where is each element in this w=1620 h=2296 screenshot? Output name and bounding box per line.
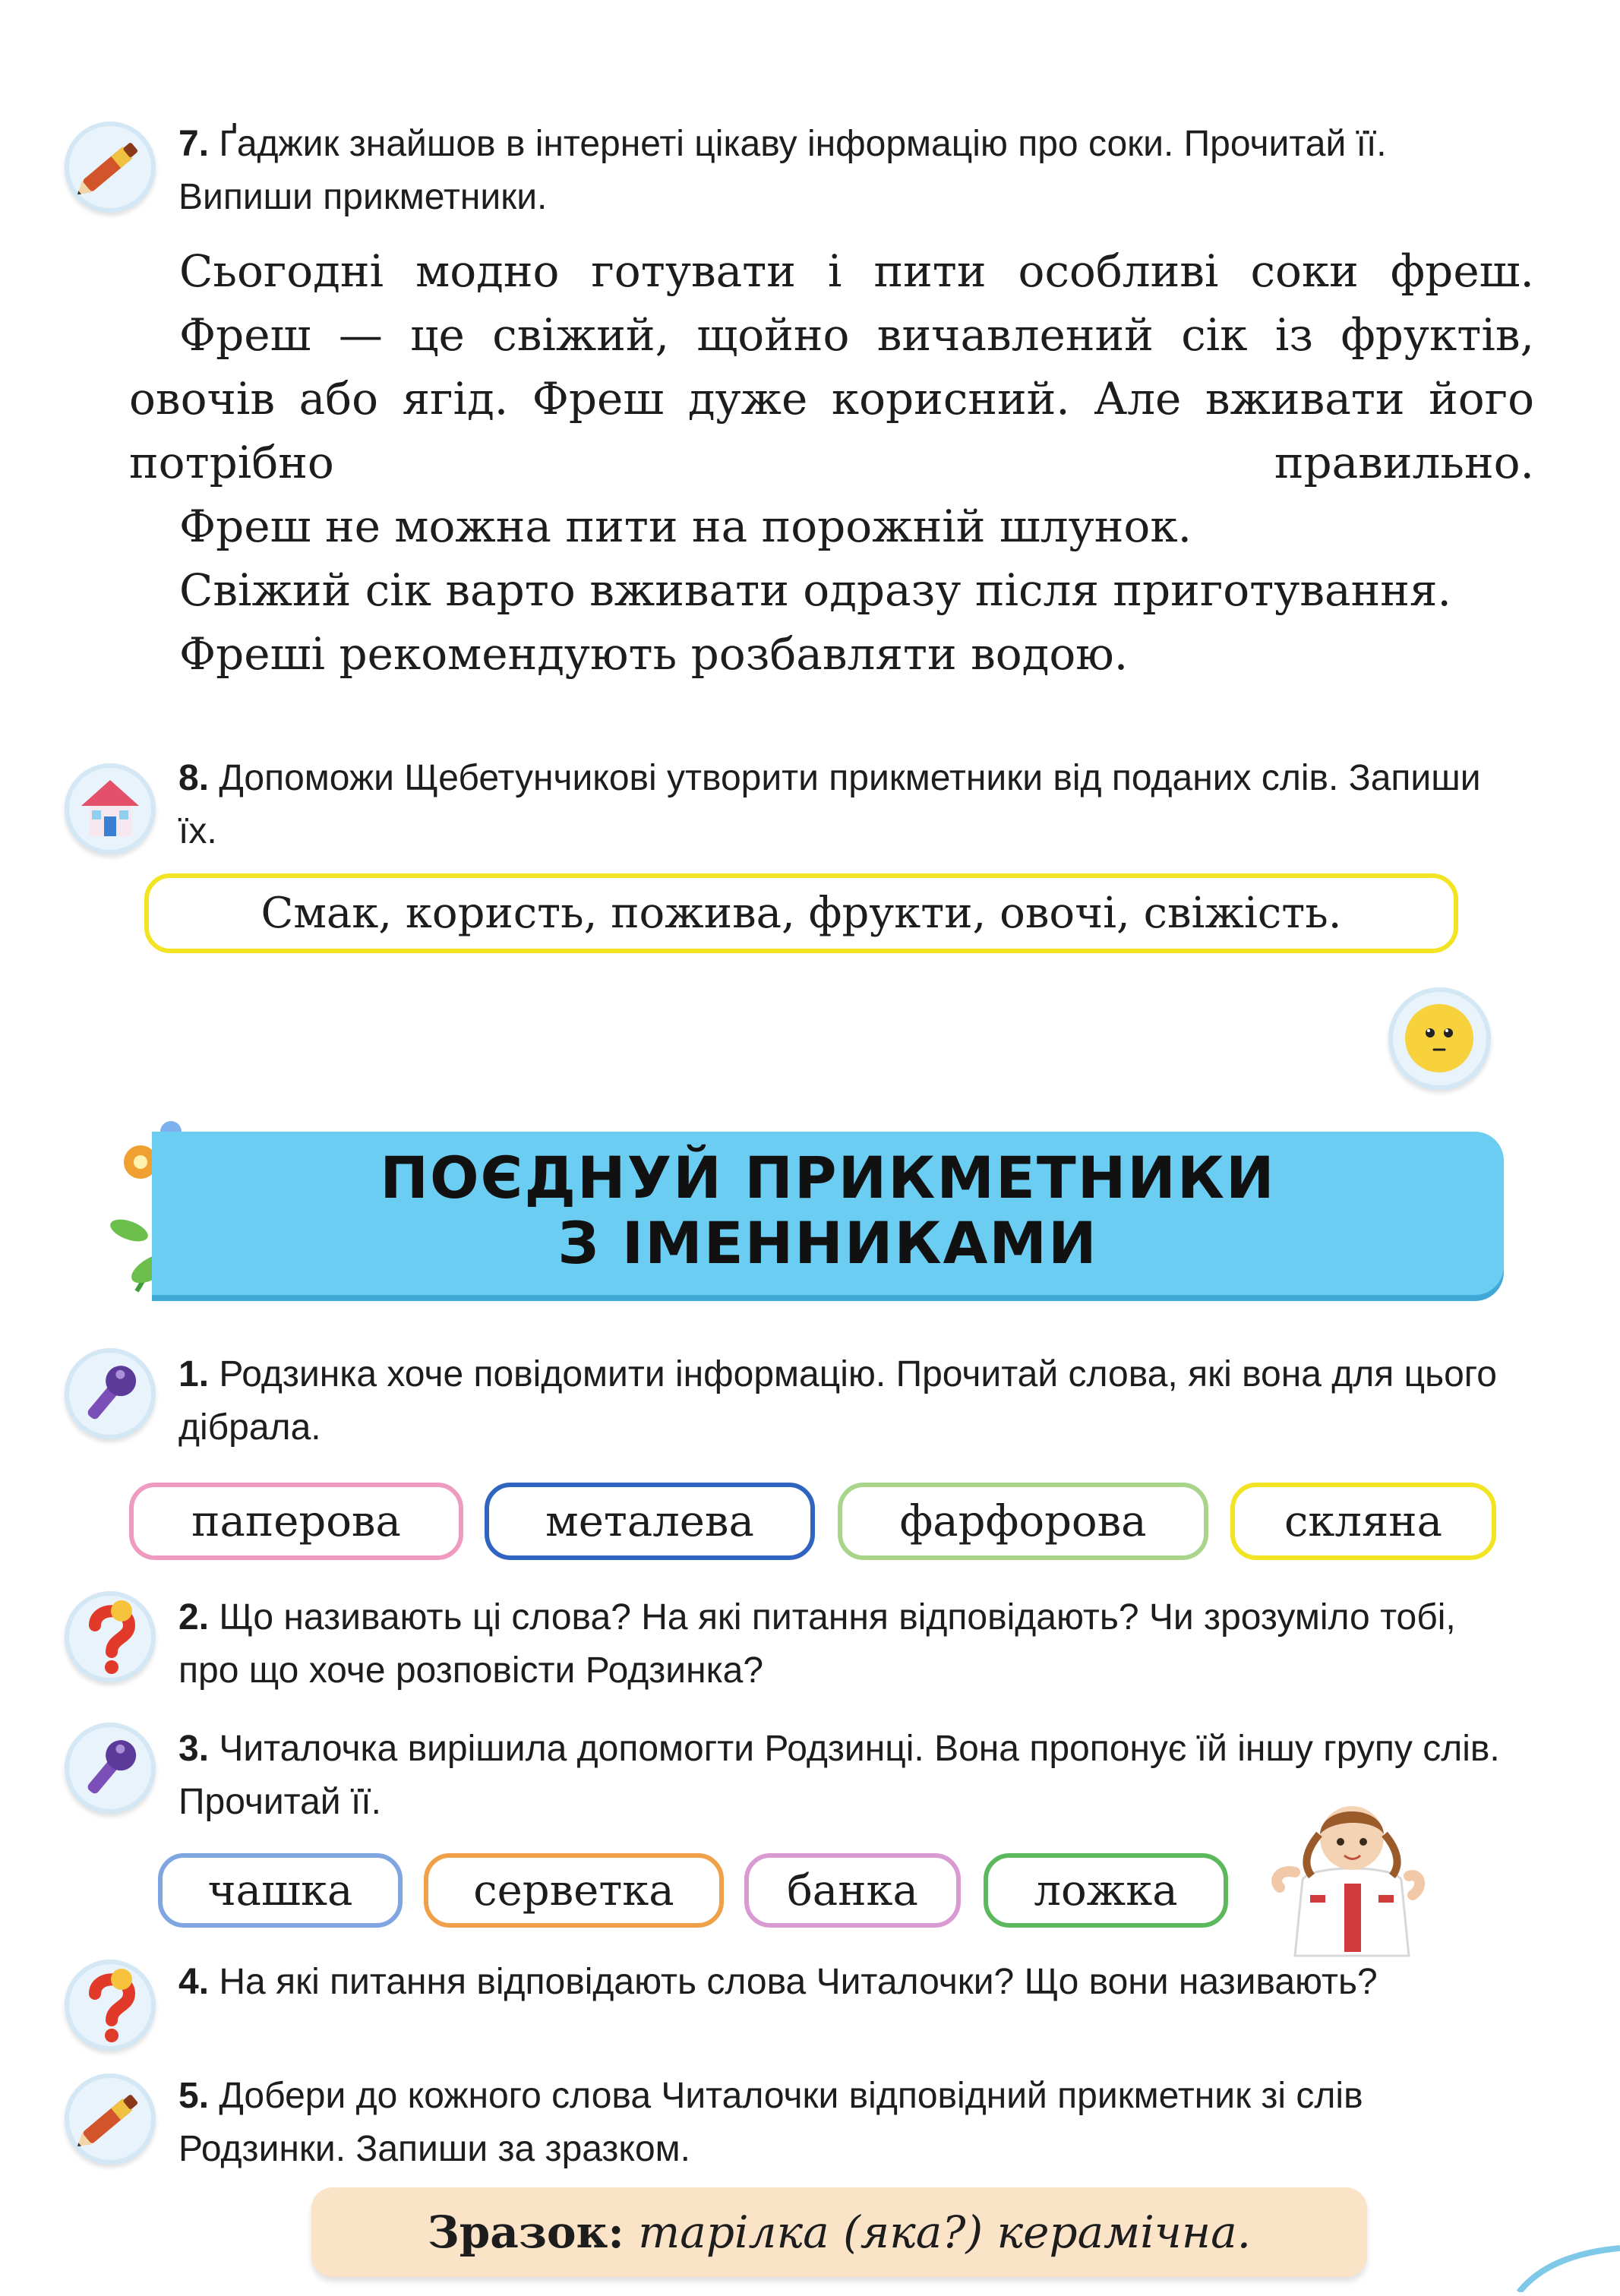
reading-paragraph-3: Фреш не можна пити на порожній шлунок. — [179, 501, 1192, 552]
word-box-label: паперова — [191, 1496, 401, 1546]
task-8-text: Допоможи Щебетунчикові утворити прикметники від поданих слів. Запиши їх. — [178, 758, 1481, 851]
task-7-instruction — [178, 118, 1515, 224]
section-title-line-1: ПОЄДНУЙ ПРИКМЕТНИКИ — [380, 1144, 1276, 1211]
task-1-instruction — [178, 1348, 1515, 1454]
question-icon — [65, 1591, 156, 1682]
word-box-label: металева — [545, 1496, 754, 1546]
task-8-words: Смак, користь, пожива, фрукти, овочі, свіжість. — [261, 889, 1342, 938]
word-box-label: фарфорова — [899, 1496, 1147, 1546]
task-8-number: 8. — [178, 758, 210, 798]
task-4-number: 4. — [178, 1962, 210, 2002]
sample-box — [311, 2187, 1367, 2277]
reading-paragraph-5: Фреші рекомендують розбавляти водою. — [179, 628, 1129, 680]
pen-icon — [65, 2073, 156, 2165]
task-3-number: 3. — [178, 1729, 210, 1769]
corner-decoration — [1511, 2233, 1620, 2292]
task-7-number: 7. — [178, 124, 210, 164]
task-7-text: Ґаджик знайшов в інтернеті цікаву інформацію про соки. Прочитай її. Випиши прикметники. — [178, 124, 1387, 217]
question-icon — [65, 1960, 156, 2051]
task-2-number: 2. — [178, 1597, 210, 1638]
task-3-text: Читалочка вирішила допомогти Родзинці. Вона пропонує їй іншу групу слів. Прочитай її. — [178, 1729, 1500, 1822]
task-7-reading-text — [129, 239, 1534, 686]
word-box-sklyana — [1230, 1483, 1496, 1560]
pen-icon — [65, 122, 156, 213]
reading-paragraph-4: Свіжий сік варто вживати одразу після приготування. — [179, 564, 1451, 616]
word-box-label: серветка — [473, 1865, 674, 1915]
task-5-text: Добери до кожного слова Читалочки відповідний прикметник зі слів Родзинки. Запиши за зразком. — [178, 2076, 1363, 2169]
word-box-chashka — [158, 1853, 403, 1928]
word-box-label: скляна — [1284, 1496, 1442, 1546]
microphone-icon — [65, 1348, 156, 1439]
word-box-label: банка — [787, 1865, 918, 1915]
word-box-metaleva — [485, 1483, 815, 1560]
reading-paragraph-1: Сьогодні модно готувати і пити особливі соки фреш. — [179, 245, 1534, 297]
word-box-label: чашка — [207, 1865, 353, 1915]
word-box-farforova — [838, 1483, 1208, 1560]
microphone-icon — [65, 1723, 156, 1814]
task-1-number: 1. — [178, 1354, 210, 1394]
smiley-icon — [1388, 987, 1491, 1090]
section-title-line-2: З ІМЕННИКАМИ — [557, 1209, 1098, 1277]
sample-phrase: тарілка (яка?) керамічна. — [638, 2206, 1252, 2258]
word-box-servetka — [424, 1853, 724, 1928]
section-title — [289, 1145, 1367, 1276]
task-8-words-box — [144, 873, 1458, 953]
task-4-instruction — [178, 1956, 1515, 2009]
house-icon — [65, 763, 156, 854]
task-4-text: На які питання відповідають слова Читалочки? Що вони називають? — [219, 1962, 1378, 2002]
task-2-text: Що називають ці слова? На які питання відповідають? Чи зрозуміло тобі, про що хоче розповісти Родзинка? — [178, 1597, 1456, 1691]
task-2-instruction — [178, 1591, 1515, 1698]
word-box-label: ложка — [1034, 1865, 1178, 1915]
word-box-lozhka — [984, 1853, 1228, 1928]
task-5-instruction — [178, 2070, 1515, 2176]
reading-paragraph-2: Фреш — це свіжий, щойно вичавлений сік із фруктів, овочів або ягід. Фреш дуже корисний. Але вживати його потрібно правильно. — [129, 309, 1534, 488]
task-8-instruction — [178, 752, 1515, 858]
task-1-text: Родзинка хоче повідомити інформацію. Прочитай слова, які вона для цього дібрала. — [178, 1354, 1497, 1448]
sample-label: Зразок: — [427, 2206, 624, 2258]
word-box-banka — [744, 1853, 961, 1928]
word-box-paperova — [129, 1483, 463, 1560]
girl-illustration — [1265, 1781, 1439, 1960]
task-5-number: 5. — [178, 2076, 210, 2116]
